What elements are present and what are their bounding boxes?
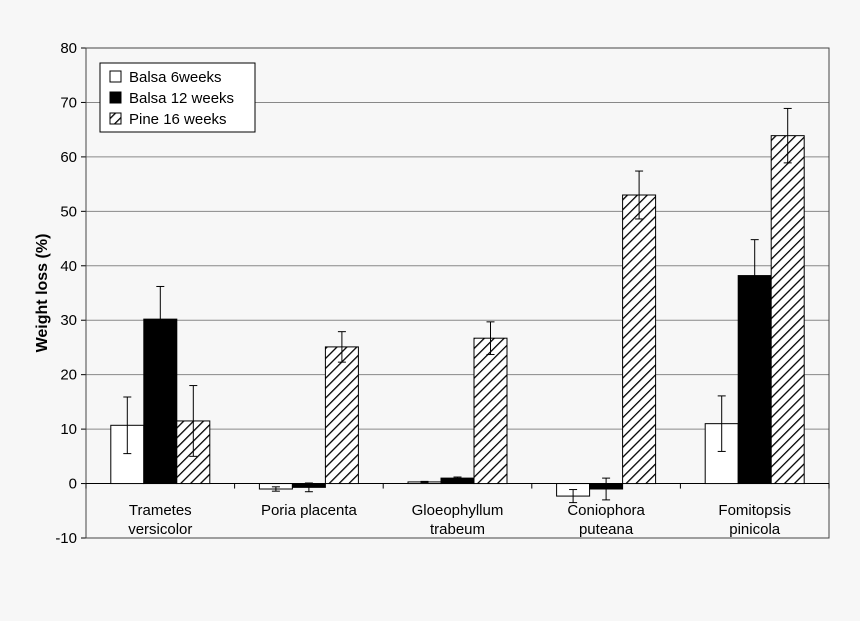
bar-5-3 bbox=[771, 136, 804, 484]
legend-swatch bbox=[110, 113, 121, 124]
y-axis-label: Weight loss (%) bbox=[34, 233, 51, 353]
legend-swatch bbox=[110, 92, 121, 103]
y-tick-label: 20 bbox=[60, 366, 77, 384]
y-tick-label: 50 bbox=[60, 203, 77, 221]
x-category-label: Coniophora puteana bbox=[567, 502, 645, 538]
x-category-label: Poria placenta bbox=[260, 502, 357, 519]
x-category-label: Trametes versicolor bbox=[128, 502, 193, 538]
x-category-label: Gloeophyllum trabeum bbox=[411, 502, 504, 538]
bar-2-3 bbox=[325, 347, 358, 484]
y-tick-label: 60 bbox=[60, 148, 77, 166]
legend-swatch bbox=[110, 71, 121, 82]
y-tick-label: -10 bbox=[55, 530, 77, 547]
legend-label: Balsa 12 weeks bbox=[129, 90, 235, 107]
bar-3-3 bbox=[474, 338, 507, 483]
legend-label: Balsa 6weeks bbox=[129, 69, 222, 86]
bars bbox=[111, 108, 804, 502]
y-tick-label: 10 bbox=[60, 421, 77, 439]
legend bbox=[100, 63, 255, 132]
y-tick-label: 80 bbox=[60, 40, 77, 57]
legend-label: Pine 16 weeks bbox=[129, 111, 227, 128]
y-tick-label: 70 bbox=[60, 94, 77, 112]
y-tick-label: 0 bbox=[68, 475, 77, 493]
bar-4-3 bbox=[623, 195, 656, 484]
y-tick-label: 40 bbox=[60, 257, 77, 275]
y-tick-label: 30 bbox=[60, 312, 77, 330]
x-category-label: Fomitopsis pinicola bbox=[718, 502, 791, 538]
